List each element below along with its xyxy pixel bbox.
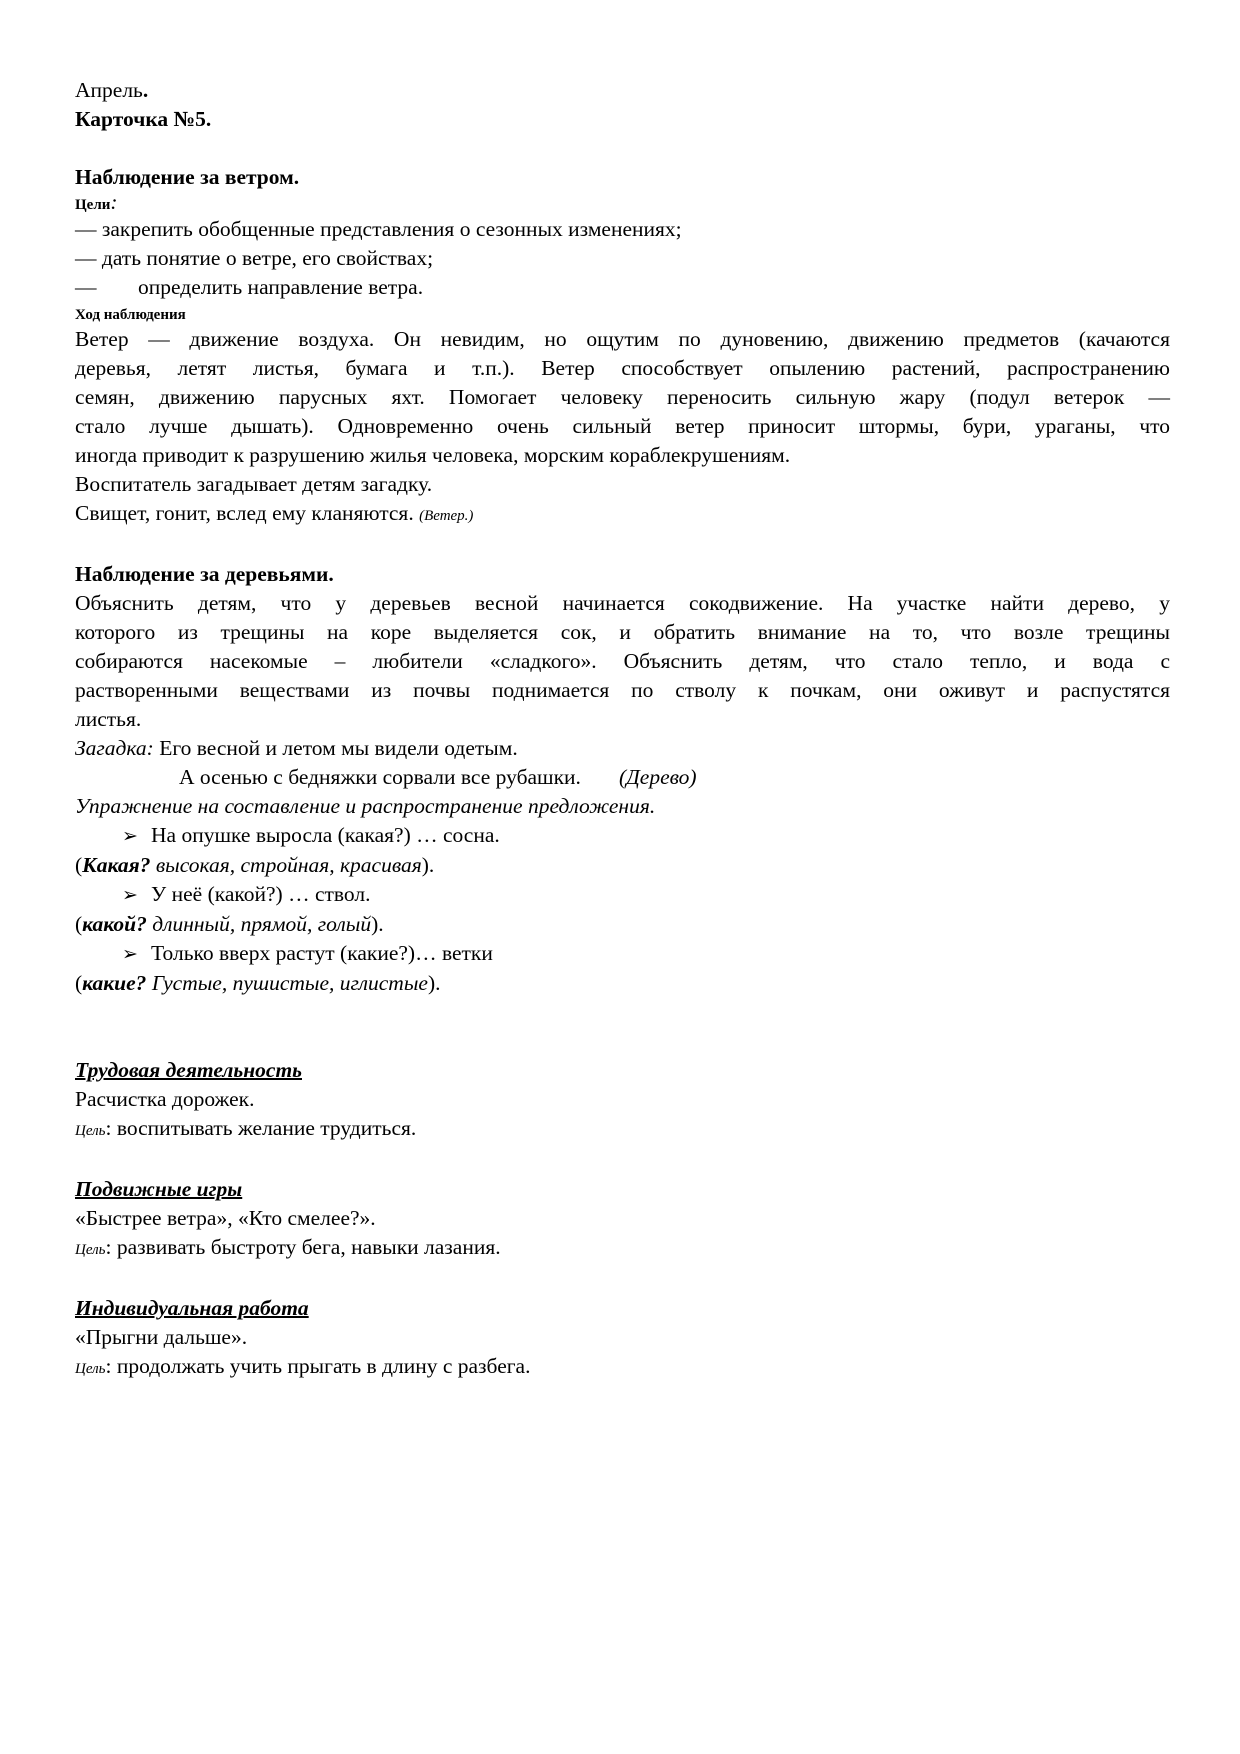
exercise-answers: Густые, пушистые, иглистые bbox=[151, 971, 428, 995]
labor-title: Трудовая деятельность bbox=[75, 1058, 302, 1082]
spacer bbox=[75, 531, 1170, 560]
card-title: Карточка №5. bbox=[75, 107, 212, 131]
exercise-question: Какая? bbox=[82, 853, 151, 877]
progress-label: Ход наблюдения bbox=[75, 307, 186, 323]
tree-paragraph-line: листья. bbox=[75, 707, 142, 731]
month: Апрель bbox=[75, 78, 143, 102]
tree-riddle-line1 bbox=[75, 734, 1170, 763]
wind-observation-title: Наблюдение за ветром. bbox=[75, 165, 300, 189]
riddle-intro: Воспитатель загадывает детям загадку. bbox=[75, 472, 433, 496]
spacer bbox=[75, 1146, 1170, 1175]
games-goal bbox=[75, 1233, 1170, 1265]
progress-line: семян, движению парусных яхт. Помогает человеку переносить сильную жару (подул ветерок — bbox=[75, 385, 1170, 409]
riddle-text: Свищет, гонит, вслед ему кланяются. bbox=[75, 501, 414, 525]
arrow-bullet-icon: ➢ bbox=[122, 944, 138, 965]
exercise-sentence: Только вверх растут (какие?)… ветки bbox=[151, 941, 493, 965]
goals-label: Цели bbox=[75, 197, 111, 213]
paren-open: ( bbox=[75, 853, 83, 877]
paren-open: ( bbox=[75, 912, 83, 936]
arrow-bullet-icon: ➢ bbox=[122, 885, 138, 906]
exercise-sentence: На опушке выросла (какая?) … сосна. bbox=[151, 823, 500, 847]
exercise-answers: высокая, стройная, красивая bbox=[155, 853, 422, 877]
paren-open: ( bbox=[75, 971, 83, 995]
exercise-question: какой? bbox=[82, 912, 147, 936]
dash: — bbox=[75, 217, 97, 241]
goal-text: определить направление ветра. bbox=[138, 275, 424, 299]
exercise-answer bbox=[75, 969, 1170, 998]
progress-line: Ветер — движение воздуха. Он невидим, но ощутим по дуновению, движению предметов (качаются bbox=[75, 327, 1170, 351]
exercise-item bbox=[75, 939, 1170, 969]
goal-item bbox=[75, 244, 1170, 273]
spacer bbox=[75, 134, 1170, 163]
goal-item bbox=[75, 273, 1170, 302]
progress-line: стало лучше дышать). Одновременно очень сильный ветер приносит штормы, бури, ураганы, что bbox=[75, 414, 1170, 438]
month-dot: . bbox=[142, 78, 149, 102]
arrow-bullet-icon: ➢ bbox=[122, 826, 138, 847]
exercise-sentence: У неё (какой?) … ствол. bbox=[151, 882, 371, 906]
progress-line: деревья, летят листья, бумага и т.п.). Ветер способствует опылению растений, распространению bbox=[75, 356, 1170, 380]
tree-paragraph-line: которого из трещины на коре выделяется сок, и обратить внимание на то, что возле трещины bbox=[75, 620, 1170, 644]
wind-riddle bbox=[75, 499, 1170, 531]
exercise-answers: длинный, прямой, голый bbox=[152, 912, 372, 936]
goal-text: продолжать учить прыгать в длину с разбега. bbox=[116, 1354, 531, 1378]
spacer bbox=[75, 1265, 1170, 1294]
exercise-answer bbox=[75, 851, 1170, 880]
spacer bbox=[75, 998, 1170, 1056]
riddle-answer: (Дерево) bbox=[618, 765, 697, 789]
riddle-text: Его весной и летом мы видели одетым. bbox=[159, 736, 518, 760]
paren-close: ). bbox=[421, 853, 435, 877]
games-names: «Быстрее ветра», «Кто смелее?». bbox=[75, 1206, 376, 1230]
paren-close: ). bbox=[427, 971, 441, 995]
riddle-answer: (Ветер.) bbox=[419, 508, 474, 524]
dash: — bbox=[75, 246, 97, 270]
goal-text: закрепить обобщенные представления о сезонных изменениях; bbox=[101, 217, 682, 241]
riddle-label: Загадка: bbox=[75, 736, 154, 760]
tree-paragraph-line: собираются насекомые – любители «сладкого». Объяснить детям, что стало тепло, и вода с bbox=[75, 649, 1170, 673]
goal-label: Цель bbox=[75, 1123, 106, 1139]
tree-riddle-line2 bbox=[75, 763, 1170, 792]
tree-paragraph-line: растворенными веществами из почвы поднимается по стволу к почкам, они оживут и распустятся bbox=[75, 678, 1170, 702]
individual-title: Индивидуальная работа bbox=[75, 1296, 309, 1320]
individual-task: «Прыгни дальше». bbox=[75, 1325, 248, 1349]
tree-paragraph-line: Объяснить детям, что у деревьев весной начинается сокодвижение. На участке найти дерево, у bbox=[75, 591, 1170, 615]
exercise-title: Упражнение на составление и распространение предложения. bbox=[75, 794, 656, 818]
goal-item bbox=[75, 215, 1170, 244]
tree-observation-title: Наблюдение за деревьями. bbox=[75, 562, 334, 586]
labor-task: Расчистка дорожек. bbox=[75, 1087, 255, 1111]
paren-close: ). bbox=[371, 912, 384, 936]
goal-label: Цель bbox=[75, 1361, 106, 1377]
goal-text: дать понятие о ветре, его свойствах; bbox=[101, 246, 434, 270]
dash: — bbox=[75, 275, 97, 299]
exercise-question: какие? bbox=[82, 971, 147, 995]
exercise-answer bbox=[75, 910, 1170, 939]
progress-line: иногда приводит к разрушению жилья человека, морским кораблекрушениям. bbox=[75, 443, 791, 467]
exercise-item bbox=[75, 880, 1170, 910]
progress-label-line bbox=[75, 302, 1170, 325]
exercise-item bbox=[75, 821, 1170, 851]
month-line bbox=[75, 76, 1170, 105]
labor-goal bbox=[75, 1114, 1170, 1146]
goal-colon: : bbox=[105, 1354, 112, 1378]
goals-colon: : bbox=[110, 190, 118, 214]
goal-colon: : bbox=[105, 1116, 112, 1140]
riddle-text: А осенью с бедняжки сорвали все рубашки. bbox=[179, 765, 581, 789]
individual-goal bbox=[75, 1352, 1170, 1384]
goal-text: развивать быстроту бега, навыки лазания. bbox=[116, 1235, 501, 1259]
goals-label-line bbox=[75, 192, 1170, 215]
goal-text: воспитывать желание трудиться. bbox=[116, 1116, 417, 1140]
goal-label: Цель bbox=[75, 1242, 106, 1258]
document-page bbox=[75, 76, 1170, 1384]
games-title: Подвижные игры bbox=[75, 1177, 243, 1201]
goal-colon: : bbox=[105, 1235, 112, 1259]
